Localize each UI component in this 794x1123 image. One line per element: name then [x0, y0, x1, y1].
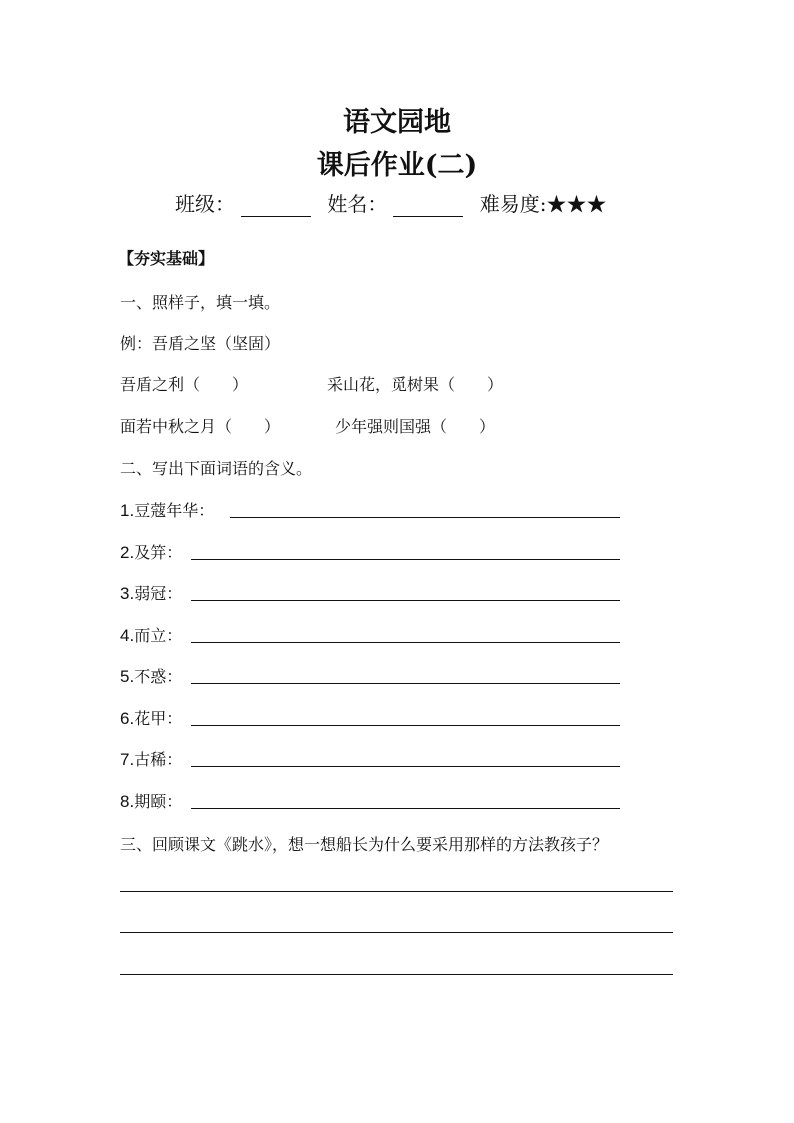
term-row: [120, 706, 182, 729]
term-number: 6.: [120, 709, 135, 728]
term-row: [120, 664, 182, 687]
term-row: [120, 498, 214, 521]
answer-line[interactable]: [191, 725, 620, 726]
page-title: 语文园地: [343, 107, 451, 138]
section-heading: 【夯实基础】: [118, 249, 215, 268]
question-1-row-1: [120, 372, 504, 395]
name-label: 姓名：: [327, 192, 388, 216]
term-label: 期颐：: [134, 792, 183, 811]
question-1-row-2: [120, 414, 496, 437]
term-number: 7.: [120, 750, 135, 769]
question-3-prompt: 三、回顾课文《跳水》，想一想船长为什么要采用那样的方法教孩子？: [120, 835, 609, 854]
term-number: 8.: [120, 792, 135, 811]
answer-line[interactable]: [191, 766, 620, 767]
question-1-prompt: 一、照样子，填一填。: [120, 293, 281, 312]
question-2-prompt: 二、写出下面词语的含义。: [120, 459, 313, 478]
difficulty-label: 难易度:★★★: [479, 192, 607, 216]
answer-line[interactable]: [120, 932, 673, 933]
term-number: 4.: [120, 626, 135, 645]
answer-line[interactable]: [191, 808, 620, 809]
term-number: 3.: [120, 584, 135, 603]
page-subtitle: 课后作业(二): [316, 150, 478, 181]
term-row: [120, 623, 182, 646]
class-label: 班级：: [175, 192, 235, 216]
term-label: 不惑：: [134, 667, 183, 686]
term-number: 5.: [120, 667, 135, 686]
answer-line[interactable]: [191, 642, 620, 643]
term-row: [120, 789, 182, 812]
term-number: 1.: [120, 501, 135, 520]
blank-item-wudun-zhili[interactable]: 吾盾之利（ ）: [120, 375, 249, 394]
term-row: [120, 540, 182, 563]
student-info-row: [175, 188, 606, 217]
name-blank[interactable]: [393, 194, 463, 217]
answer-line[interactable]: [120, 891, 673, 892]
answer-line[interactable]: [120, 974, 673, 975]
term-label: 豆蔻年华：: [134, 501, 215, 520]
blank-item-caishanhua[interactable]: 采山花，觅树果（ ）: [327, 375, 504, 394]
term-label: 古稀：: [134, 750, 183, 769]
term-row: [120, 747, 182, 770]
question-1-example: 例：吾盾之坚（坚固）: [120, 334, 281, 353]
answer-line[interactable]: [191, 683, 620, 684]
term-label: 而立：: [134, 626, 183, 645]
class-blank[interactable]: [241, 194, 311, 217]
term-number: 2.: [120, 543, 135, 562]
term-label: 弱冠：: [134, 584, 183, 603]
term-row: [120, 581, 182, 604]
answer-line[interactable]: [191, 559, 620, 560]
answer-line[interactable]: [230, 517, 620, 518]
blank-item-shaonian[interactable]: 少年强则国强（ ）: [335, 417, 496, 436]
term-label: 花甲：: [134, 709, 183, 728]
term-label: 及笄：: [134, 543, 183, 562]
answer-line[interactable]: [191, 600, 620, 601]
blank-item-mianruo[interactable]: 面若中秋之月（ ）: [120, 417, 281, 436]
